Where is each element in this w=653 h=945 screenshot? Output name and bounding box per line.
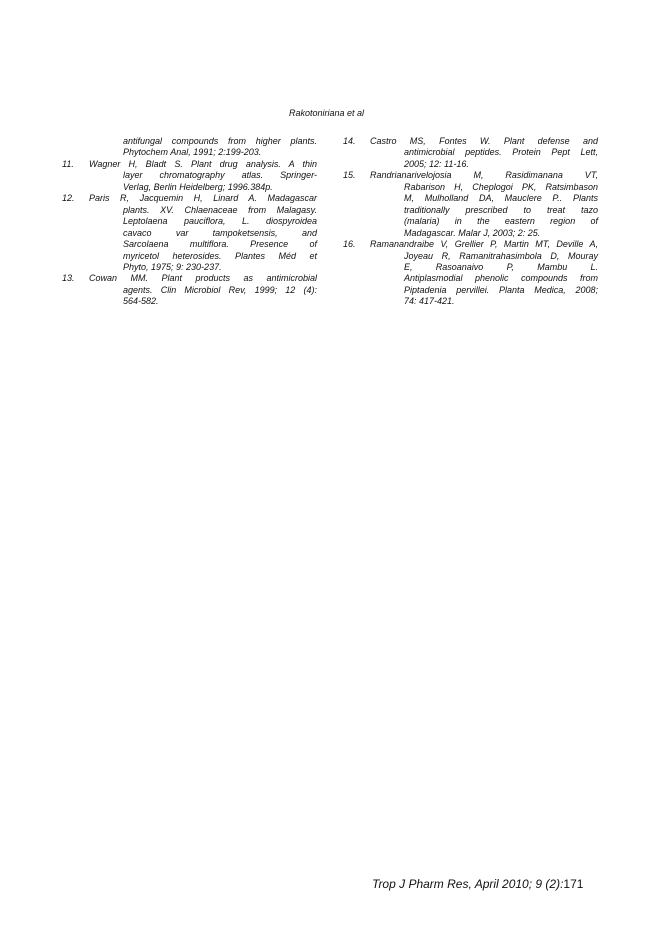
references-left-column xyxy=(62,136,317,308)
reference-line: plants. XV. Chlaenaceae from Malagasy. xyxy=(123,204,317,215)
reference-line: antifungal compounds from higher plants. xyxy=(123,136,317,146)
reference-line: agents. Clin Microbiol Rev, 1999; 12 (4): xyxy=(123,284,317,295)
reference-line: M, Mulholland DA, Mauclere P.. Plants xyxy=(404,193,598,204)
reference-line: Phyto, 1975; 9: 230-237. xyxy=(123,261,222,272)
reference-line: 564-582. xyxy=(123,296,159,307)
reference-line: traditionally prescribed to treat tazo xyxy=(404,204,598,215)
reference-line: Randrianarivelojosia M, Rasidimanana VT, xyxy=(370,170,598,181)
reference-item xyxy=(62,273,317,307)
running-header: Rakotoniriana et al xyxy=(288,108,365,118)
reference-line: Joyeau R, Ramanitrahasimbola D, Mouray xyxy=(404,250,598,261)
reference-line: antimicrobial peptides. Protein Pept Lett, xyxy=(404,147,598,158)
reference-item xyxy=(343,136,598,170)
references-right-column xyxy=(343,136,598,308)
reference-number: 11. xyxy=(62,158,74,169)
reference-line: Wagner H, Bladt S. Plant drug analysis. A thin xyxy=(89,158,317,169)
reference-line: Cowan MM. Plant products as antimicrobial xyxy=(89,273,317,284)
reference-line: Castro MS, Fontes W. Plant defense and xyxy=(370,136,598,146)
reference-number: 14. xyxy=(343,136,356,146)
reference-line: Rabarison H, Cheplogoi PK, Ratsimbason xyxy=(404,181,598,192)
reference-line: Ramanandraibe V, Grellier P, Martin MT, Deville A, xyxy=(370,239,598,250)
reference-line: 2005; 12: 11-16. xyxy=(404,158,469,169)
reference-line: 74: 417-421. xyxy=(404,296,455,307)
reference-line: Antiplasmodial phenolic compounds from xyxy=(404,273,598,284)
reference-item xyxy=(343,170,598,239)
reference-line: Madagascar. Malar J, 2003; 2: 25. xyxy=(404,227,541,238)
reference-line: E, Rasoanaivo P, Mambu L. xyxy=(404,261,598,272)
reference-line: Sarcolaena multiflora. Presence of xyxy=(123,239,317,250)
reference-number: 13. xyxy=(62,273,75,284)
reference-item xyxy=(343,239,598,308)
reference-number: 12. xyxy=(62,193,75,204)
reference-line: Leptolaena pauciflora, L. diospyroidea xyxy=(123,216,317,227)
reference-line: Paris R, Jacquemin H, Linard A. Madagascar xyxy=(89,193,317,204)
reference-item xyxy=(62,159,317,193)
reference-line: myricetol heterosides. Plantes Méd et xyxy=(123,250,317,261)
page-footer xyxy=(372,877,583,891)
reference-line: (malaria) in the eastern region of xyxy=(404,216,598,227)
page-number: 171 xyxy=(563,877,584,891)
reference-number: 15. xyxy=(343,170,356,181)
reference-item xyxy=(62,193,317,273)
journal-citation: Trop J Pharm Res, April 2010; 9 (2): xyxy=(372,877,564,891)
reference-line: Verlag, Berlin Heidelberg; 1996.384p. xyxy=(123,181,273,192)
reference-line: Phytochem Anal, 1991; 2:199-203. xyxy=(123,147,262,158)
reference-line: Piptadenia pervillei. Planta Medica, 2008; xyxy=(404,284,598,295)
reference-item xyxy=(62,136,317,159)
reference-line: cavaco var tampoketsensis, and xyxy=(123,227,317,238)
reference-number: 16. xyxy=(343,239,356,250)
reference-line: layer chromatography atlas. Springer- xyxy=(123,170,317,181)
